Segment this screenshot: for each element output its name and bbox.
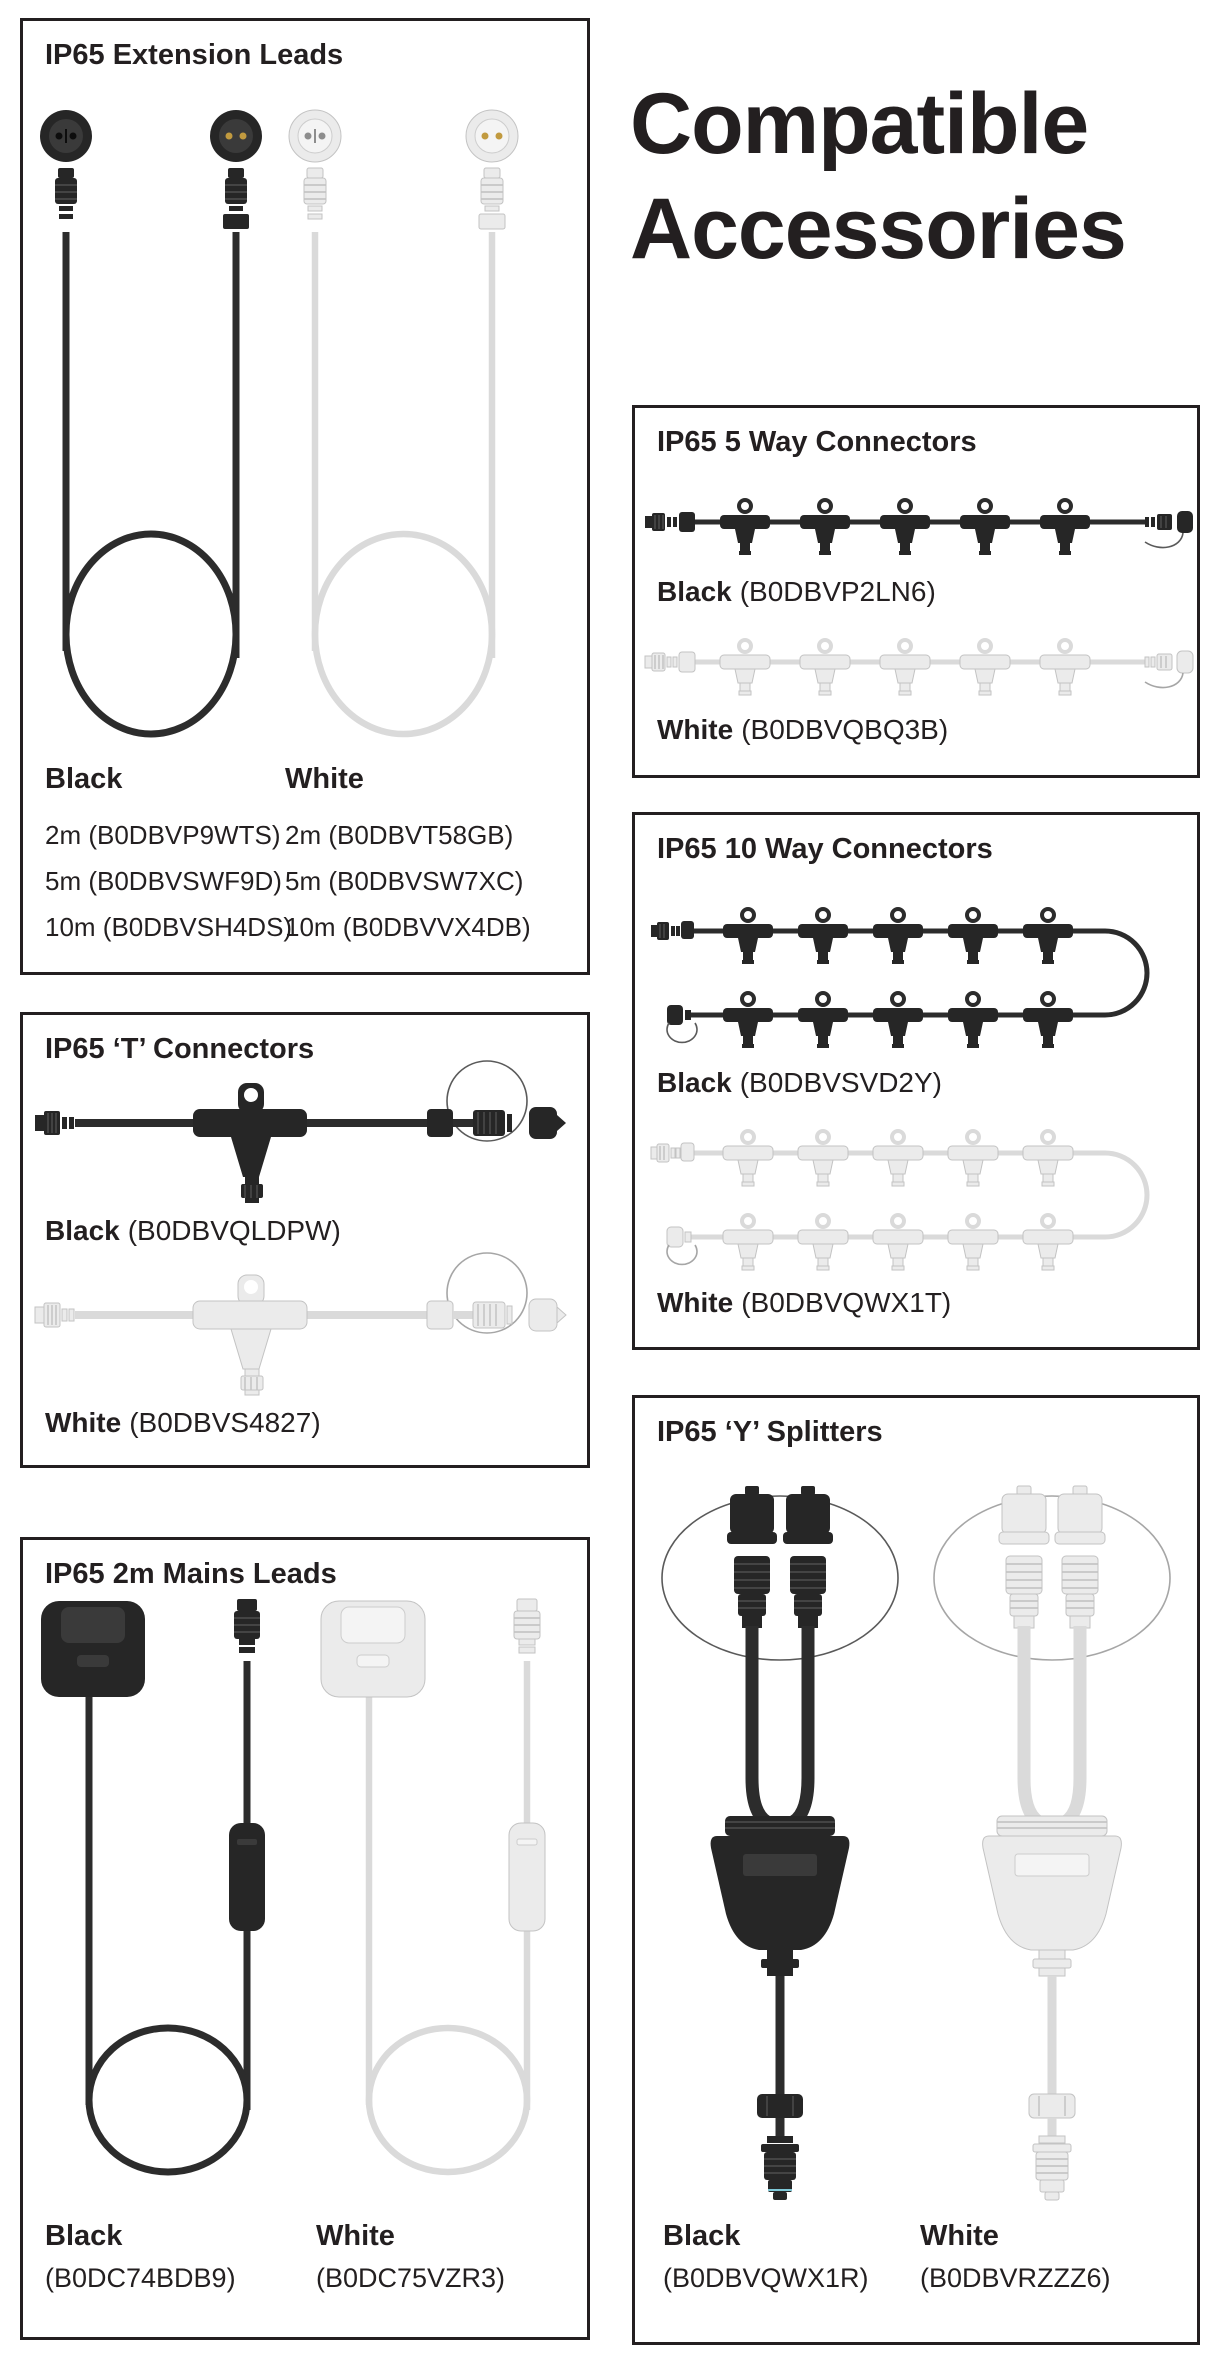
variant-color: White — [657, 714, 734, 745]
mains-leads-panel — [20, 1537, 590, 2340]
five-way-black-label — [657, 576, 936, 608]
t-connector-white-label — [45, 1407, 321, 1439]
variant-code: (B0DBVQBQ3B) — [741, 714, 949, 745]
extension-black-5m: 5m (B0DBVSWF9D) — [45, 866, 282, 896]
y-splitter-white-label — [920, 2220, 1111, 2294]
extension-white-10m: 10m (B0DBVVX4DB) — [285, 912, 531, 942]
variant-code: (B0DBVRZZZ6) — [920, 2263, 1111, 2293]
mains-lead-black-label — [45, 2220, 236, 2294]
extension-leads-panel — [20, 18, 590, 975]
page-title-line2: Accessories — [630, 180, 1126, 277]
variant-color: White — [920, 2220, 999, 2252]
variant-code: (B0DBVQWX1R) — [663, 2263, 869, 2293]
extension-white-2m: 2m (B0DBVT58GB) — [285, 820, 514, 850]
five-way-black-illustration — [645, 490, 1193, 570]
variant-code: (B0DBVP2LN6) — [739, 576, 936, 607]
ten-way-connectors-title: IP65 10 Way Connectors — [657, 833, 993, 865]
ten-way-black-illustration — [643, 893, 1198, 1058]
variant-color: White — [316, 2220, 395, 2252]
page-title-line1: Compatible — [630, 76, 1089, 172]
t-connector-black-label — [45, 1215, 341, 1247]
variant-code: (B0DBVQWX1T) — [741, 1287, 952, 1318]
variant-code: (B0DBVS4827) — [129, 1407, 321, 1438]
variant-color: White — [45, 1407, 122, 1438]
variant-color: Black — [45, 2220, 123, 2252]
mains-lead-black-illustration — [35, 1595, 295, 2215]
t-connectors-title: IP65 ‘T’ Connectors — [45, 1033, 315, 1065]
five-way-connectors-panel — [632, 405, 1200, 778]
variant-color: Black — [657, 1067, 732, 1098]
extension-black-column — [45, 763, 292, 950]
five-way-connectors-title: IP65 5 Way Connectors — [657, 426, 977, 458]
five-way-white-label — [657, 714, 948, 746]
y-splitters-panel — [632, 1395, 1200, 2345]
extension-leads-title: IP65 Extension Leads — [45, 39, 344, 71]
ten-way-black-label — [657, 1067, 942, 1099]
extension-leads-illustration — [33, 106, 578, 751]
extension-black-heading: Black — [45, 763, 123, 795]
variant-code: (B0DBVSVD2Y) — [739, 1067, 943, 1098]
y-splitters-title: IP65 ‘Y’ Splitters — [657, 1416, 883, 1448]
variant-color: Black — [657, 576, 732, 607]
page-title — [630, 72, 1126, 282]
extension-white-column — [285, 763, 531, 950]
variant-code: (B0DC74BDB9) — [45, 2263, 236, 2293]
t-connector-black-illustration — [35, 1073, 575, 1223]
variant-color: Black — [45, 1215, 120, 1246]
t-connector-white-illustration — [35, 1265, 575, 1415]
extension-black-10m: 10m (B0DBVSH4DS) — [45, 912, 293, 942]
extension-white-5m: 5m (B0DBVSW7XC) — [285, 866, 524, 896]
mains-lead-white-illustration — [315, 1595, 575, 2215]
five-way-white-illustration — [645, 630, 1193, 710]
y-splitter-black-illustration — [655, 1478, 905, 2208]
variant-code: (B0DC75VZR3) — [316, 2263, 506, 2293]
variant-code: (B0DBVQLDPW) — [127, 1215, 341, 1246]
ten-way-white-label — [657, 1287, 951, 1319]
ten-way-white-illustration — [643, 1115, 1198, 1280]
mains-lead-white-label — [316, 2220, 505, 2294]
y-splitter-white-illustration — [927, 1478, 1177, 2208]
mains-leads-title: IP65 2m Mains Leads — [45, 1558, 337, 1590]
t-connectors-panel — [20, 1012, 590, 1468]
extension-black-2m: 2m (B0DBVP9WTS) — [45, 820, 281, 850]
variant-color: White — [657, 1287, 734, 1318]
y-splitter-black-label — [663, 2220, 869, 2294]
ten-way-connectors-panel — [632, 812, 1200, 1350]
extension-white-heading: White — [285, 763, 364, 795]
variant-color: Black — [663, 2220, 741, 2252]
